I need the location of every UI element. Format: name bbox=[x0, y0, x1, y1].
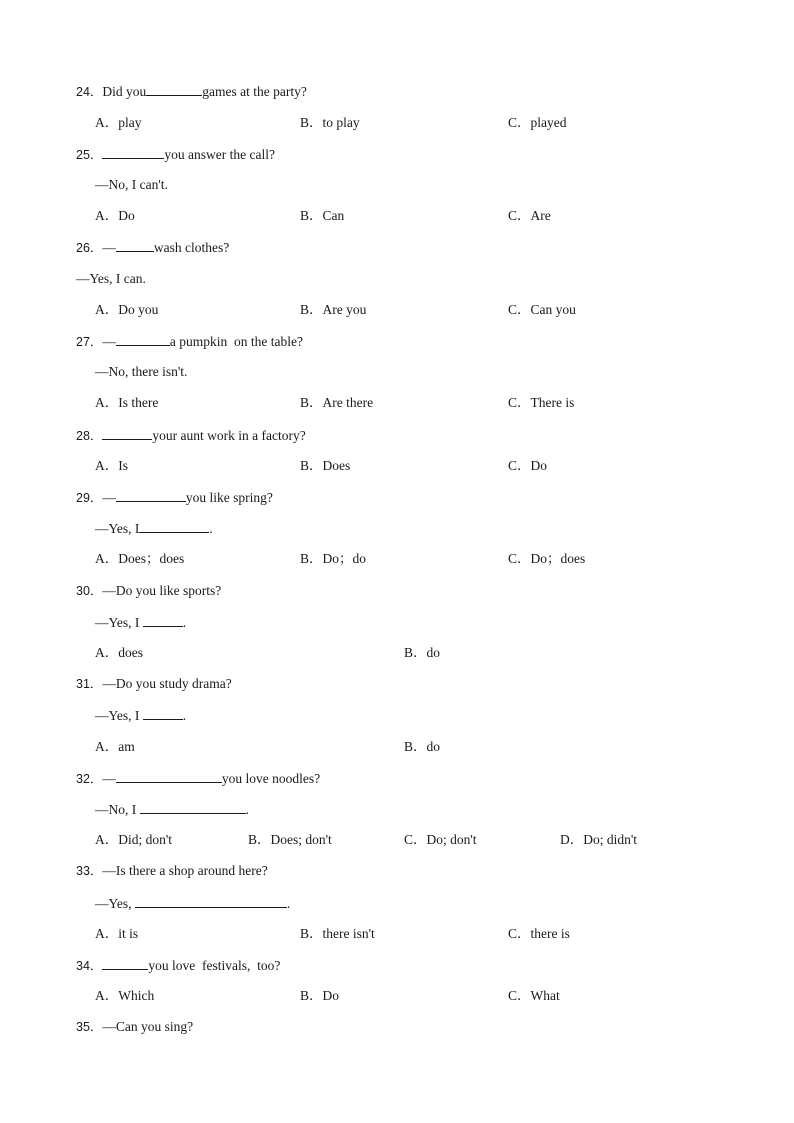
option-a: A．play bbox=[95, 115, 142, 130]
question-number: 33． bbox=[76, 864, 103, 878]
answer-blank bbox=[116, 488, 186, 502]
option-c: C．there is bbox=[508, 926, 570, 941]
question-34 bbox=[76, 956, 280, 975]
option-c: C．Do；does bbox=[508, 551, 586, 566]
option-a: A．Do you bbox=[95, 302, 159, 317]
reply-end: . bbox=[286, 896, 291, 911]
answer-blank bbox=[143, 706, 183, 720]
question-stem-start: — bbox=[102, 490, 116, 505]
question-number: 35． bbox=[76, 1020, 103, 1034]
question-stem: —Do you like sports? bbox=[102, 583, 222, 598]
question-stem-end: a pumpkin on the table? bbox=[169, 334, 303, 349]
question-stem-start: — bbox=[102, 771, 116, 786]
reply-start: —Yes, I bbox=[95, 615, 143, 630]
question-stem-end: you love festivals, too? bbox=[148, 958, 281, 973]
option-c: C．Can you bbox=[508, 302, 576, 317]
question-stem: —Is there a shop around here? bbox=[102, 863, 268, 878]
question-number: 27． bbox=[76, 335, 103, 349]
question-26 bbox=[76, 238, 229, 257]
question-number: 24． bbox=[76, 85, 103, 99]
dialogue-reply: —Yes, I can. bbox=[76, 271, 146, 286]
option-b: B．Does bbox=[300, 458, 351, 473]
question-number: 32． bbox=[76, 772, 103, 786]
option-c: C．Do bbox=[508, 458, 548, 473]
reply-end: . bbox=[245, 802, 249, 817]
option-a: A．Which bbox=[95, 988, 155, 1003]
option-a: A．Is bbox=[95, 458, 128, 473]
option-c: C．Do; don't bbox=[404, 832, 477, 847]
question-24 bbox=[76, 82, 307, 101]
answer-blank bbox=[140, 800, 246, 814]
dialogue-reply bbox=[95, 706, 186, 725]
question-number: 30． bbox=[76, 584, 103, 598]
question-stem-end: games at the party? bbox=[202, 84, 307, 99]
option-b: B．Are you bbox=[300, 302, 367, 317]
question-number: 25． bbox=[76, 148, 103, 162]
reply-start: —No, I bbox=[95, 802, 140, 817]
reply-end: . bbox=[182, 615, 187, 630]
answer-blank bbox=[139, 519, 209, 533]
question-28 bbox=[76, 426, 306, 445]
question-stem-end: wash clothes? bbox=[153, 240, 230, 255]
option-b: B．do bbox=[404, 739, 441, 754]
option-a: A．Do bbox=[95, 208, 135, 223]
question-25 bbox=[76, 145, 275, 164]
reply-start: —Yes, bbox=[95, 896, 135, 911]
dialogue-reply: —No, there isn't. bbox=[95, 364, 188, 379]
answer-blank bbox=[146, 82, 202, 96]
answer-blank bbox=[135, 894, 287, 908]
question-30 bbox=[76, 582, 221, 600]
question-stem-end: you answer the call? bbox=[164, 147, 275, 162]
question-35 bbox=[76, 1018, 193, 1036]
question-stem-start: Did you bbox=[102, 84, 147, 99]
option-b: B．Do；do bbox=[300, 551, 367, 566]
option-a: A．does bbox=[95, 645, 143, 660]
question-31 bbox=[76, 675, 232, 693]
answer-blank bbox=[143, 613, 183, 627]
question-29 bbox=[76, 488, 273, 507]
question-number: 26． bbox=[76, 241, 103, 255]
option-c: C．There is bbox=[508, 395, 575, 410]
question-stem-end: your aunt work in a factory? bbox=[152, 428, 306, 443]
option-a: A．Did; don't bbox=[95, 832, 173, 847]
option-a: A．am bbox=[95, 739, 135, 754]
question-stem: —Can you sing? bbox=[102, 1019, 194, 1034]
dialogue-reply bbox=[95, 519, 213, 538]
question-number: 31． bbox=[76, 677, 103, 691]
option-b: B．Do bbox=[300, 988, 340, 1003]
question-number: 28． bbox=[76, 429, 103, 443]
option-b: B．Are there bbox=[300, 395, 374, 410]
option-b: B．Does; don't bbox=[248, 832, 332, 847]
option-b: B．there isn't bbox=[300, 926, 375, 941]
option-c: C．Are bbox=[508, 208, 551, 223]
option-a: A．Does；does bbox=[95, 551, 185, 566]
dialogue-reply bbox=[95, 613, 186, 632]
question-number: 29． bbox=[76, 491, 103, 505]
answer-blank bbox=[116, 332, 170, 346]
question-33 bbox=[76, 862, 268, 880]
reply-end: . bbox=[209, 521, 213, 536]
dialogue-reply bbox=[95, 800, 249, 819]
answer-blank bbox=[102, 426, 152, 440]
question-number: 34． bbox=[76, 959, 103, 973]
question-stem-end: you like spring? bbox=[185, 490, 273, 505]
reply-start: —Yes, I bbox=[95, 708, 143, 723]
reply-start: —Yes, I bbox=[95, 521, 140, 536]
option-a: A．it is bbox=[95, 926, 139, 941]
option-c: C．What bbox=[508, 988, 560, 1003]
answer-blank bbox=[116, 238, 154, 252]
option-d: D．Do; didn't bbox=[560, 832, 638, 847]
reply-end: . bbox=[182, 708, 187, 723]
question-27 bbox=[76, 332, 303, 351]
question-stem-start: — bbox=[102, 240, 116, 255]
question-stem: —Do you study drama? bbox=[102, 676, 232, 691]
option-b: B．Can bbox=[300, 208, 345, 223]
option-c: C．played bbox=[508, 115, 567, 130]
answer-blank bbox=[102, 956, 148, 970]
option-a: A．Is there bbox=[95, 395, 159, 410]
question-stem-start: — bbox=[102, 334, 116, 349]
question-stem-end: you love noodles? bbox=[221, 771, 321, 786]
dialogue-reply bbox=[95, 894, 290, 913]
option-b: B．do bbox=[404, 645, 441, 660]
answer-blank bbox=[116, 769, 222, 783]
option-b: B．to play bbox=[300, 115, 360, 130]
dialogue-reply: —No, I can't. bbox=[95, 177, 168, 192]
answer-blank bbox=[102, 145, 164, 159]
question-32 bbox=[76, 769, 320, 788]
